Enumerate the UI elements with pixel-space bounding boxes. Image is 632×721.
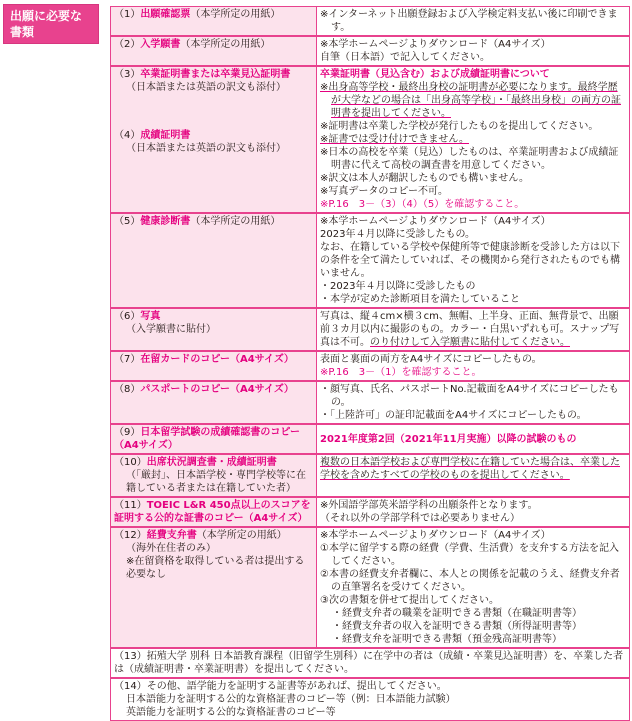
section-tab: [3, 4, 99, 44]
desc-line: （それ以外の学部学科では必要ありません）: [320, 513, 520, 524]
desc-line: ※証明書は卒業した学校が発行したものを提出してください。: [320, 121, 599, 132]
row-number: （8）: [114, 384, 141, 395]
desc-line: 英語能力を証明する公的な資格証書のコピー等: [126, 707, 336, 718]
desc-line: 日本語能力を証明する公的な資格証書のコピー等（例：日本語能力試験）: [126, 694, 456, 705]
row-number: （10）: [114, 457, 147, 468]
row-number: （13）: [114, 651, 147, 662]
row-number: （6）: [114, 311, 141, 322]
desc-line: ※日本の高校を卒業（見込）したものは、卒業証明書および成績証明書に代えて高校の調査書を用意してください。: [320, 147, 619, 171]
table-row: [111, 678, 630, 721]
doc-note: （本学所定の用紙）: [196, 530, 287, 541]
desc-line: ・2023年４月以降に受診したもの: [320, 281, 476, 292]
row-number: （2）: [114, 39, 141, 50]
full-width-cell: [111, 648, 630, 678]
doc-title: 在留カードのコピー（A4サイズ）: [140, 354, 294, 365]
doc-title: 経費支弁書: [146, 530, 197, 541]
table-row: [111, 454, 630, 497]
list-item: ・経費支弁を証明できる書類（預金残高証明書等）: [332, 634, 562, 645]
desc-line: ※外国語学部英米語学科の出願条件となります。: [320, 500, 538, 511]
desc-line: ・顔写真、氏名、パスポートNo.記載面をA4サイズにコピーしたもの。: [320, 384, 619, 408]
doc-desc-cell: [317, 308, 630, 351]
desc-line: 自筆（日本語）で記入してください。: [320, 52, 490, 63]
desc-heading: 卒業証明書（見込含む）および成績証明書について: [320, 69, 550, 80]
doc-name-cell: [111, 424, 317, 454]
desc-line: ②本書の経費支弁者欄に、本人との関係を記載のうえ、経費支弁者の直筆署名を受けてください。: [320, 569, 620, 593]
reference-note: ※P.16 3－（1）を確認すること。: [320, 367, 482, 378]
doc-name-cell: [111, 497, 317, 527]
doc-name-cell: [111, 36, 317, 66]
doc-title: 卒業証明書または卒業見込証明書: [140, 69, 291, 80]
desc-line: 2021年度第2回（2021年11月実施）以降の試験のもの: [320, 433, 577, 445]
doc-name-cell: [111, 351, 317, 381]
doc-title: 日本留学試験の成績確認書のコピー（A4サイズ）: [114, 427, 300, 451]
doc-note: （本学所定の用紙）: [190, 9, 281, 20]
desc-line: 写真は、縦４cm×横３cm、無帽、上半身、正面、無背景で、出願前３カ月以内に撮影のもの。カラー・白黒いずれも可。スナップ写真は不可。: [320, 311, 620, 348]
row-number: （9）: [114, 427, 141, 438]
doc-title: TOEIC L&R 450点以上のスコアを証明する公的な証書のコピー（A4サイズ）: [114, 500, 311, 524]
doc-desc-cell: [317, 381, 630, 424]
table-row: [111, 381, 630, 424]
desc-line-underlined: のり付けして入学願書に貼付してください。: [370, 337, 570, 348]
doc-desc-cell: [317, 351, 630, 381]
doc-desc-cell: [317, 213, 630, 308]
row-number: （5）: [114, 216, 141, 227]
table-row: [111, 308, 630, 351]
desc-line: ※出身高等学校・最終出身校の証明書が必要になります。最終学歴が大学などの場合は「出身高等学校」・「最終出身校」の両方の証明書を提出してください。: [320, 82, 621, 119]
doc-name-cell: [111, 381, 317, 424]
desc-line: 2023年４月以降に受診したもの。: [320, 229, 476, 240]
row-number: （12）: [114, 530, 147, 541]
desc-line: 拓殖大学 別科 日本語教育課程（旧留学生別科）に在学中の者は（成績・卒業見込証明書）を、卒業した者は（成績証明書・卒業証明書）を提出してください。: [114, 651, 624, 675]
doc-name-cell: [111, 308, 317, 351]
table-row: [111, 213, 630, 308]
doc-note: ※在留資格を取得している者は提出する必要なし: [126, 556, 305, 580]
desc-line: 表面と裏面の両方をA4サイズにコピーしたもの。: [320, 354, 542, 365]
table-row: [111, 7, 630, 37]
list-item: ・経費支弁者の職業を証明できる書類（在職証明書等）: [332, 608, 582, 619]
table-row: [111, 527, 630, 648]
row-number: （11）: [114, 500, 147, 511]
section-tab-label: 出願に必要な書類: [10, 9, 83, 39]
table-row: [111, 66, 630, 213]
doc-desc-cell: [317, 7, 630, 37]
list-item: ・経費支弁者の収入を証明できる書類（所得証明書等）: [332, 621, 582, 632]
doc-name-cell: [111, 66, 317, 213]
doc-note: （日本語または英語の訳文も添付）: [126, 143, 286, 154]
doc-note: （「厳封」、日本語学校・専門学校等に在籍している者または在籍していた者）: [126, 470, 306, 494]
doc-note: （海外在住者のみ）: [126, 543, 216, 554]
required-documents-table: [110, 6, 630, 721]
desc-line: ※訳文は本人が翻訳したものでも構いません。: [320, 173, 529, 184]
desc-line: なお、在籍している学校や保健所等で健康診断を受診した方は以下の条件を全て満たしていれば、その機関から発行されたものでも構いません。: [320, 242, 620, 279]
desc-line: その他、語学能力を証明する証書等があれば、提出してください。: [146, 681, 447, 692]
desc-line: ※インターネット出願登録および入学検定料支払い後に印刷できます。: [320, 9, 618, 33]
doc-name-cell: [111, 7, 317, 37]
doc-title: 出席状況調査書・成績証明書: [146, 457, 277, 468]
desc-line: ※写真データのコピー不可。: [320, 186, 448, 197]
desc-line: ③次の書類を併せて提出してください。: [320, 595, 499, 606]
doc-name-cell: [111, 527, 317, 648]
row-number: （3）: [114, 69, 141, 80]
doc-title: 出願確認票: [140, 9, 191, 20]
desc-line: ・本学が定めた診断項目を満たしていること: [320, 294, 520, 305]
table-row: [111, 648, 630, 678]
doc-desc-cell: [317, 36, 630, 66]
desc-line: ※本学ホームページよりダウンロード（A4サイズ）: [320, 530, 551, 541]
row-number: （14）: [114, 681, 147, 692]
doc-desc-cell: [317, 527, 630, 648]
doc-note: （本学所定の用紙）: [190, 216, 281, 227]
row-number: （1）: [114, 9, 141, 20]
table-row: [111, 497, 630, 527]
desc-line: ※本学ホームページよりダウンロード（A4サイズ）: [320, 216, 551, 227]
table-row: [111, 36, 630, 66]
doc-title: 写真: [140, 311, 161, 322]
table-row: [111, 351, 630, 381]
doc-desc-cell: [317, 454, 630, 497]
doc-title: 入学願書: [140, 39, 181, 50]
row-number: （4）: [114, 130, 141, 141]
desc-line: ①本学に留学する際の経費（学費、生活費）を支弁する方法を記入してください。: [320, 543, 619, 567]
doc-desc-cell: [317, 66, 630, 213]
table-row: [111, 424, 630, 454]
doc-note: （日本語または英語の訳文も添付）: [126, 82, 286, 93]
doc-title: パスポートのコピー（A4サイズ）: [140, 384, 294, 395]
row-number: （7）: [114, 354, 141, 365]
doc-title: 健康診断書: [140, 216, 191, 227]
desc-line: ・「上陸許可」の証印記載面をA4サイズにコピーしたもの。: [320, 410, 587, 421]
doc-note: （入学願書に貼付）: [126, 324, 216, 335]
doc-name-cell: [111, 454, 317, 497]
desc-line-underlined: 複数の日本語学校および専門学校に在籍していた場合は、卒業した学校を含めたすべての学校のものを提出してください。: [320, 457, 620, 481]
doc-title: 成績証明書: [140, 130, 191, 141]
doc-desc-cell: [317, 497, 630, 527]
doc-name-cell: [111, 213, 317, 308]
full-width-cell: [111, 678, 630, 721]
desc-line: ※証書では受け付けできません。: [320, 134, 469, 145]
doc-desc-cell: [317, 424, 630, 454]
desc-line: ※本学ホームページよりダウンロード（A4サイズ）: [320, 39, 551, 50]
doc-note: （本学所定の用紙）: [180, 39, 271, 50]
reference-note: ※P.16 3－（3）（4）（5）を確認すること。: [320, 199, 525, 210]
